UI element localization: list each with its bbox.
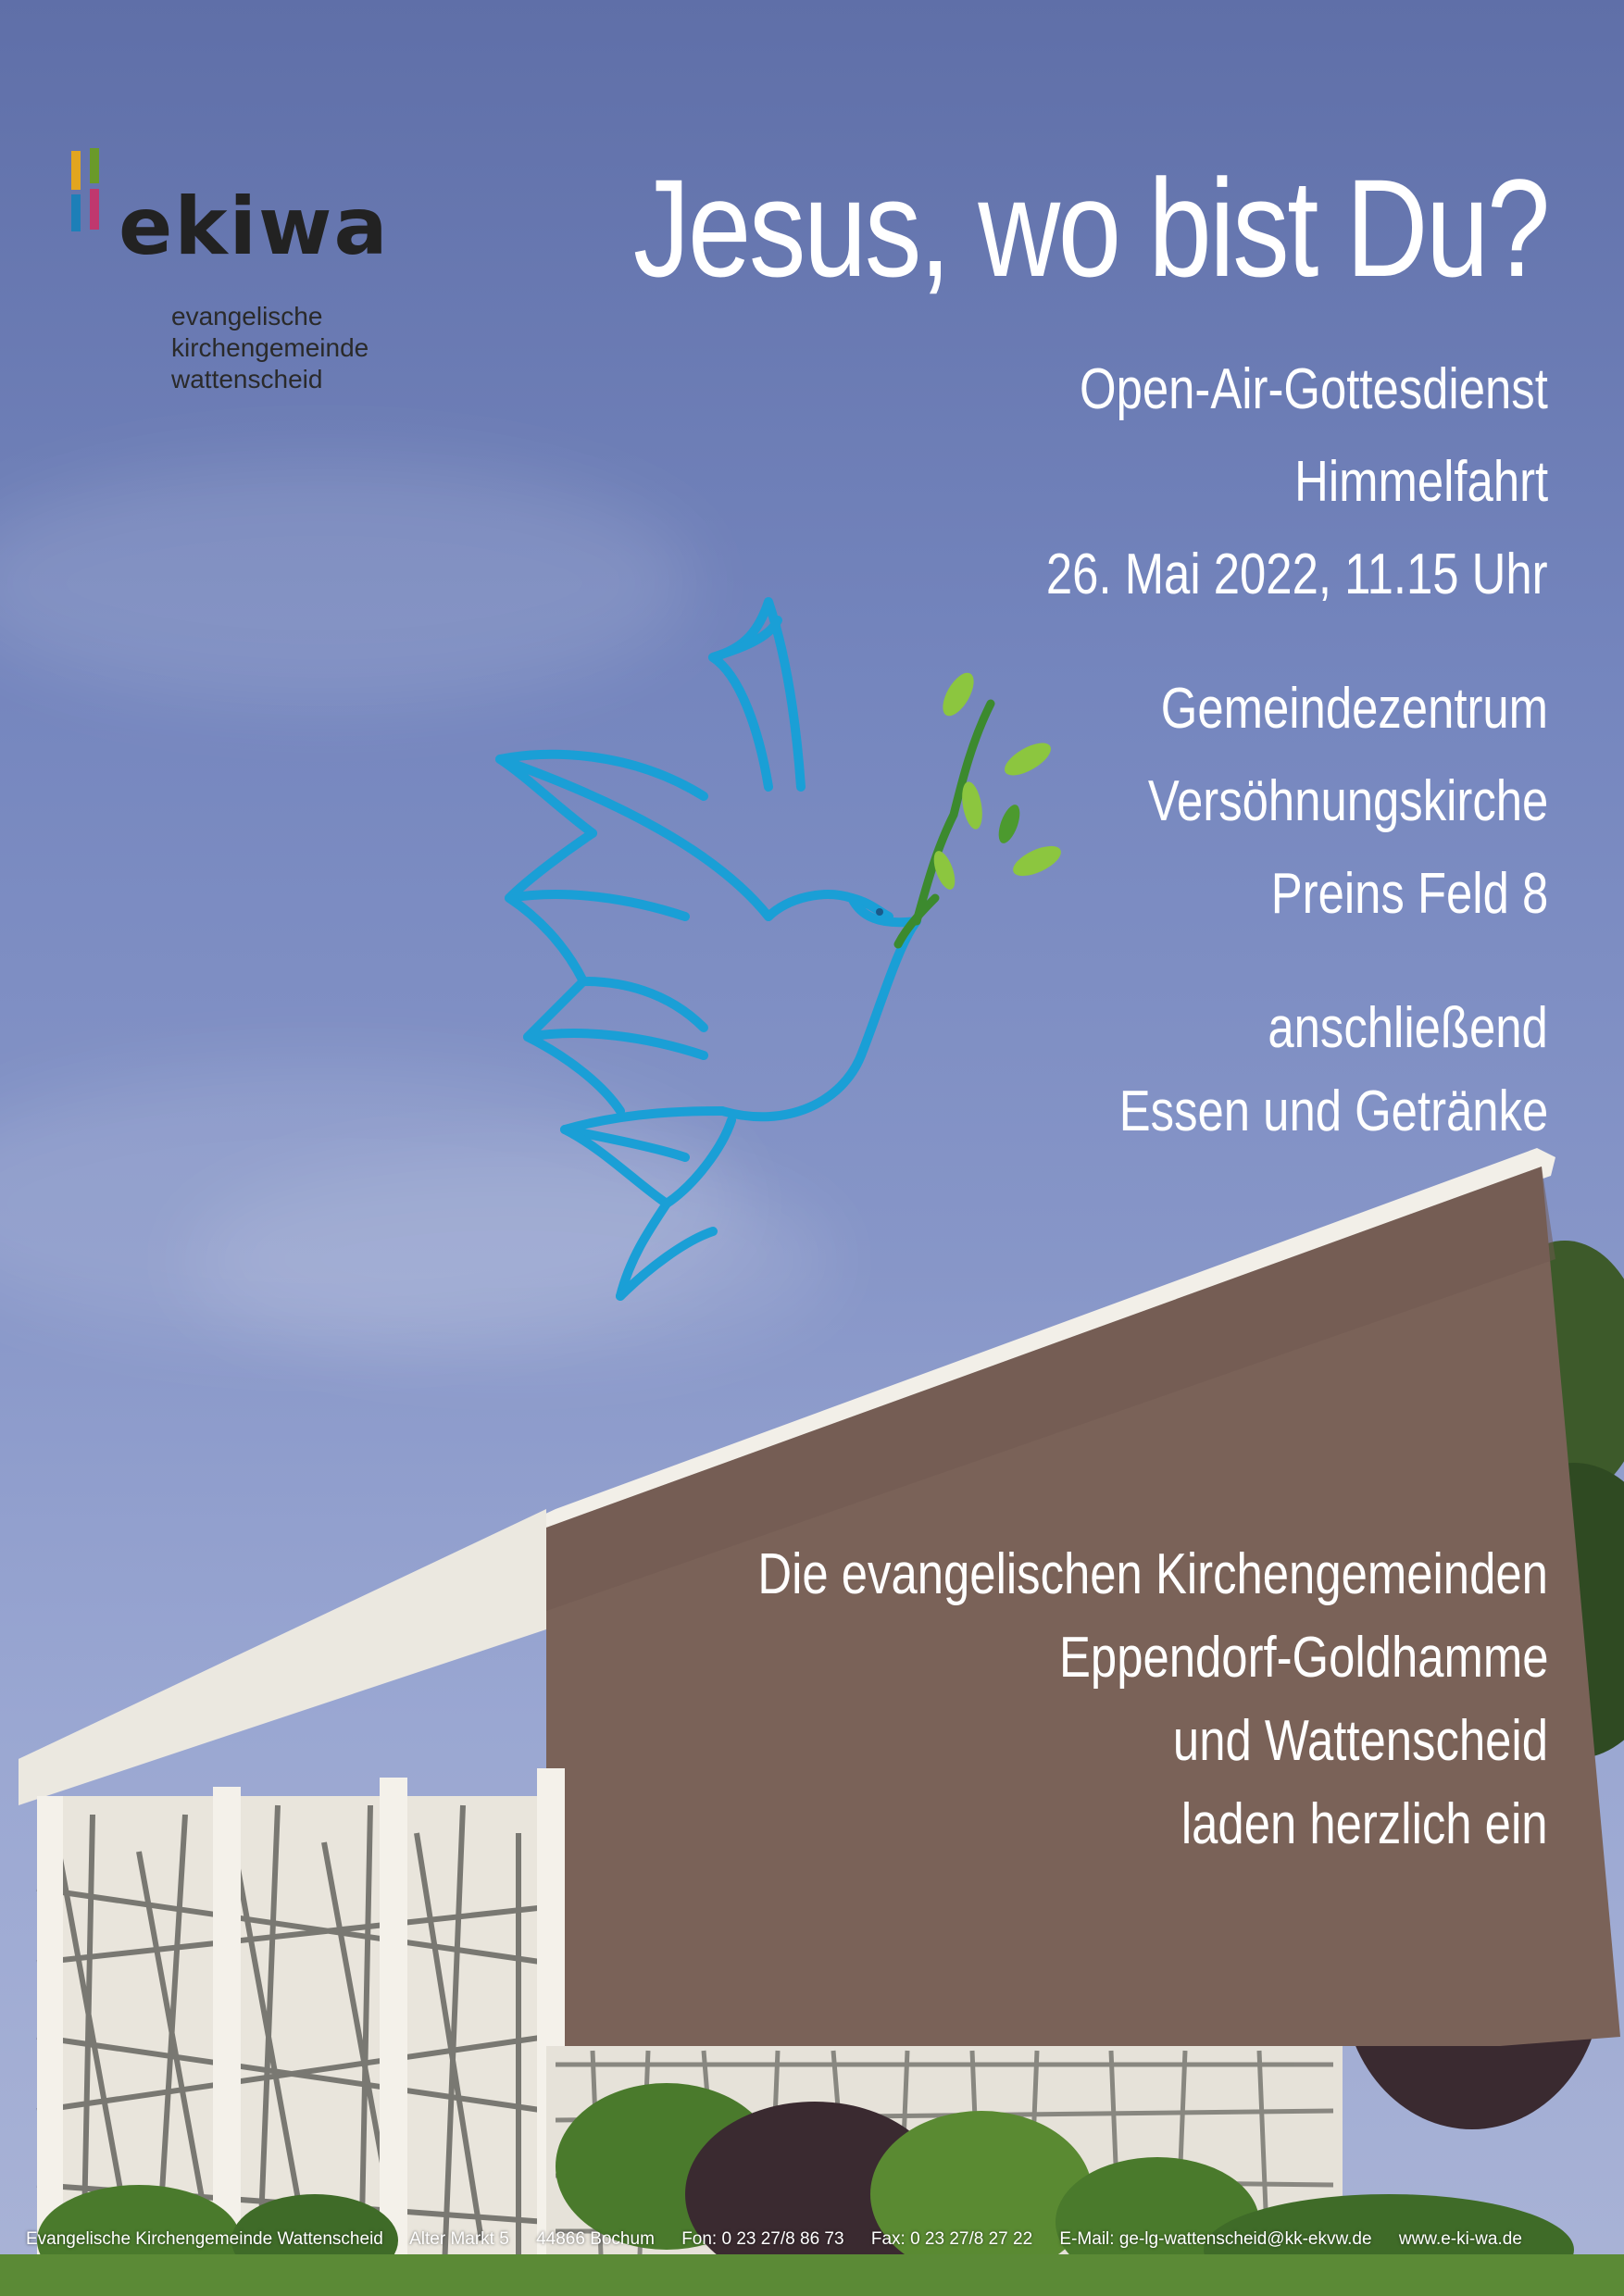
invite-line-4: laden herzlich ein xyxy=(1181,1792,1548,1856)
invite-line-2: Eppendorf-Goldhamme xyxy=(1058,1626,1548,1690)
logo-sub-line: kirchengemeinde xyxy=(171,333,369,362)
logo-sub-line: evangelische xyxy=(171,302,323,331)
logo-subtitle xyxy=(171,301,369,395)
footer-phone: Fon: 0 23 27/8 86 73 xyxy=(681,2229,844,2249)
footer-contact xyxy=(26,2229,1600,2250)
food-drinks: Essen und Getränke xyxy=(1118,1079,1548,1143)
event-occasion: Himmelfahrt xyxy=(1293,450,1548,514)
after-service: anschließend xyxy=(1268,996,1548,1060)
invite-line-3: und Wattenscheid xyxy=(1172,1709,1548,1773)
footer-website[interactable]: www.e-ki-wa.de xyxy=(1398,2229,1522,2249)
invite-line-1: Die evangelischen Kirchengemeinden xyxy=(757,1542,1548,1606)
location-address: Preins Feld 8 xyxy=(1270,862,1548,926)
page-title: Jesus, wo bist Du? xyxy=(632,150,1548,306)
footer-fax: Fax: 0 23 27/8 27 22 xyxy=(870,2229,1033,2249)
logo-wordmark: ekiwa xyxy=(119,181,390,273)
location-venue: Gemeindezentrum xyxy=(1160,677,1548,741)
ekiwa-logo xyxy=(65,148,390,417)
location-church: Versöhnungskirche xyxy=(1147,769,1548,833)
logo-sub-line: wattenscheid xyxy=(171,365,323,393)
footer-city: 44866 Bochum xyxy=(536,2229,655,2249)
event-type: Open-Air-Gottesdienst xyxy=(1080,357,1548,421)
footer-email[interactable]: E-Mail: ge-lg-wattenscheid@kk-ekvw.de xyxy=(1059,2229,1372,2249)
event-date: 26. Mai 2022, 11.15 Uhr xyxy=(1046,543,1548,606)
footer-name: Evangelische Kirchengemeinde Wattenscheid xyxy=(26,2229,383,2249)
logo-bars-icon xyxy=(69,148,125,241)
footer-street: Alter Markt 5 xyxy=(409,2229,509,2249)
